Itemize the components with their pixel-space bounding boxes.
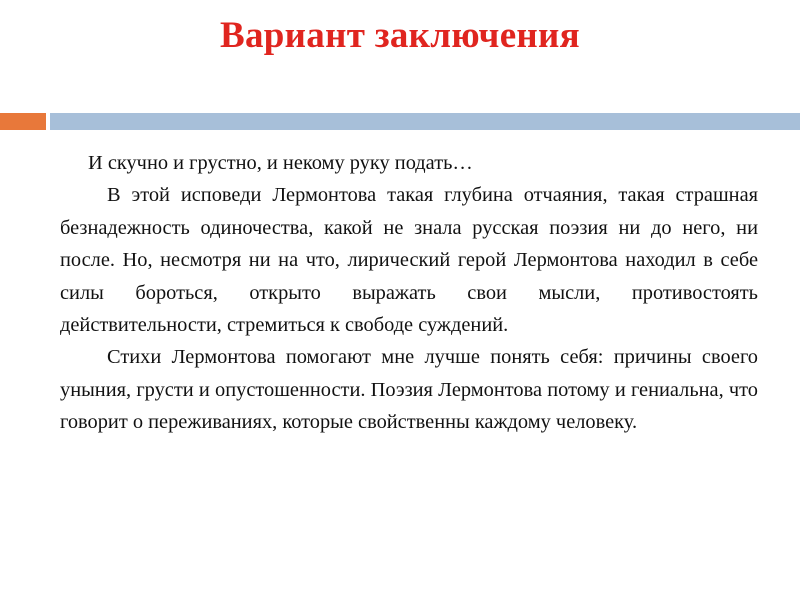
paragraph-2: Стихи Лермонтова помогают мне лучше понять себя: причины своего уныния, грусти и опустошенности. Поэзия Лермонтова потому и гениальна, что говорит о переживаниях, которые свойственны каждому человеку. (60, 346, 758, 434)
accent-bar-left (0, 113, 46, 130)
epigraph: И скучно и грустно, и некому руку подать… (88, 152, 473, 174)
slide-title: Вариант заключения (220, 15, 580, 56)
accent-bar-right (50, 113, 800, 130)
paragraph-1: В этой исповеди Лермонтова такая глубина отчаяния, такая страшная безнадежность одиночества, какой не знала русская поэзия ни до него, ни после. Но, несмотря ни на что, лирический герой Лермонтова находил в себе силы бороться, открыто выражать свои мысли, противостоять действительности, стремиться к свободе суждений. (60, 184, 758, 337)
slide-body (60, 147, 758, 439)
